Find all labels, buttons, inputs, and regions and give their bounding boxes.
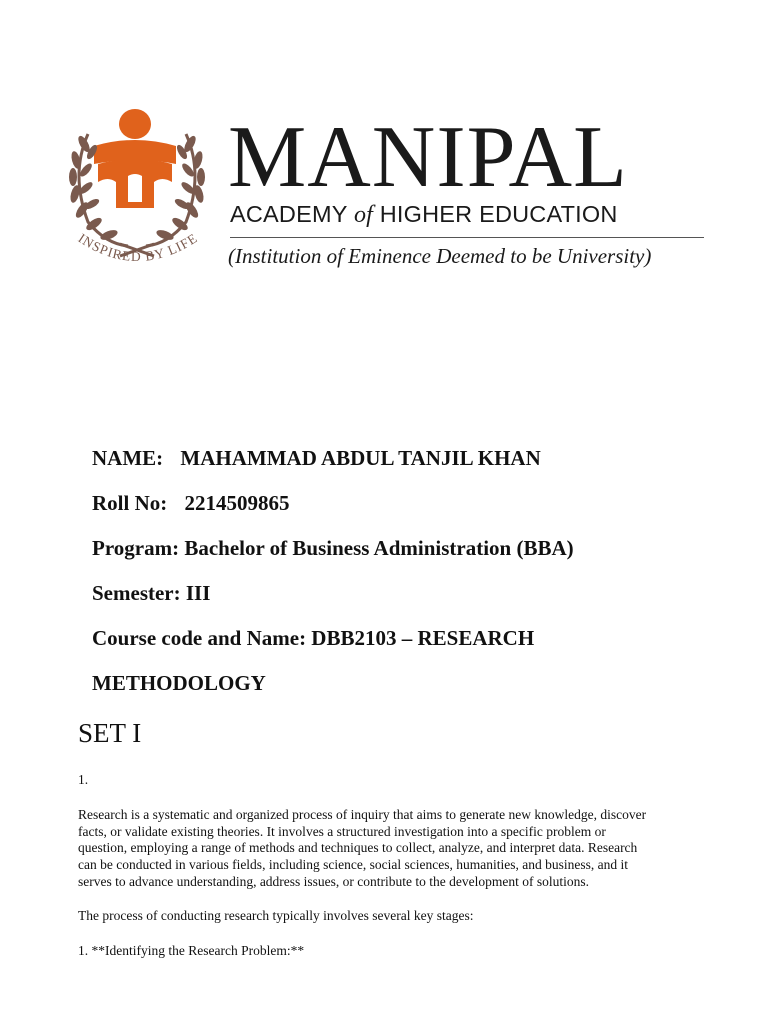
semester-line: Semester: III <box>92 581 211 605</box>
program-line: Program: Bachelor of Business Administration (BBA) <box>92 536 574 560</box>
roll-line <box>92 489 732 534</box>
motto-text: INSPIRED BY LIFE <box>75 230 201 265</box>
set-title: SET I <box>78 718 142 748</box>
name-label: NAME: <box>92 446 164 470</box>
stages-intro: The process of conducting research typically involves several key stages: <box>78 907 474 923</box>
tagline: (Institution of Eminence Deemed to be University) <box>228 244 652 268</box>
course-line-2: METHODOLOGY <box>92 671 266 695</box>
paragraph-line: Research is a systematic and organized process of inquiry that aims to generate new knowledge, discover <box>78 806 647 822</box>
wordmark <box>228 104 718 279</box>
student-details <box>92 444 732 714</box>
academy-name <box>230 200 618 229</box>
roll-label: Roll No: <box>92 491 168 515</box>
brand-name: MANIPAL <box>228 109 628 206</box>
academy-of: of <box>353 202 374 228</box>
paragraph-line: can be conducted in various fields, including science, social sciences, humanities, and business, and it <box>78 857 628 873</box>
name-value: MAHAMMAD ABDUL TANJIL KHAN <box>180 446 541 470</box>
paragraph-line: facts, or validate existing theories. It involves a structured investigation into a specific problem or <box>78 823 606 839</box>
first-stage: 1. **Identifying the Research Problem:** <box>78 942 305 958</box>
university-logo <box>58 104 718 279</box>
paragraph-line: serves to advance understanding, address issues, or contribute to the development of solutions. <box>78 873 590 889</box>
research-paragraph <box>78 807 738 891</box>
question-number: 1. <box>78 772 89 787</box>
name-line <box>92 444 732 489</box>
emblem-icon <box>58 104 218 279</box>
answer-body <box>78 772 738 959</box>
academy-prefix: ACADEMY <box>230 201 348 227</box>
academy-suffix: HIGHER EDUCATION <box>379 201 618 227</box>
logo-divider <box>230 237 704 238</box>
roll-value: 2214509865 <box>184 491 290 515</box>
paragraph-line: question, employing a range of methods and techniques to collect, analyze, and interpret data. Research <box>78 840 638 856</box>
svg-text:INSPIRED BY LIFE <box>76 230 201 264</box>
course-line-1: Course code and Name: DBB2103 – RESEARCH <box>92 626 535 650</box>
